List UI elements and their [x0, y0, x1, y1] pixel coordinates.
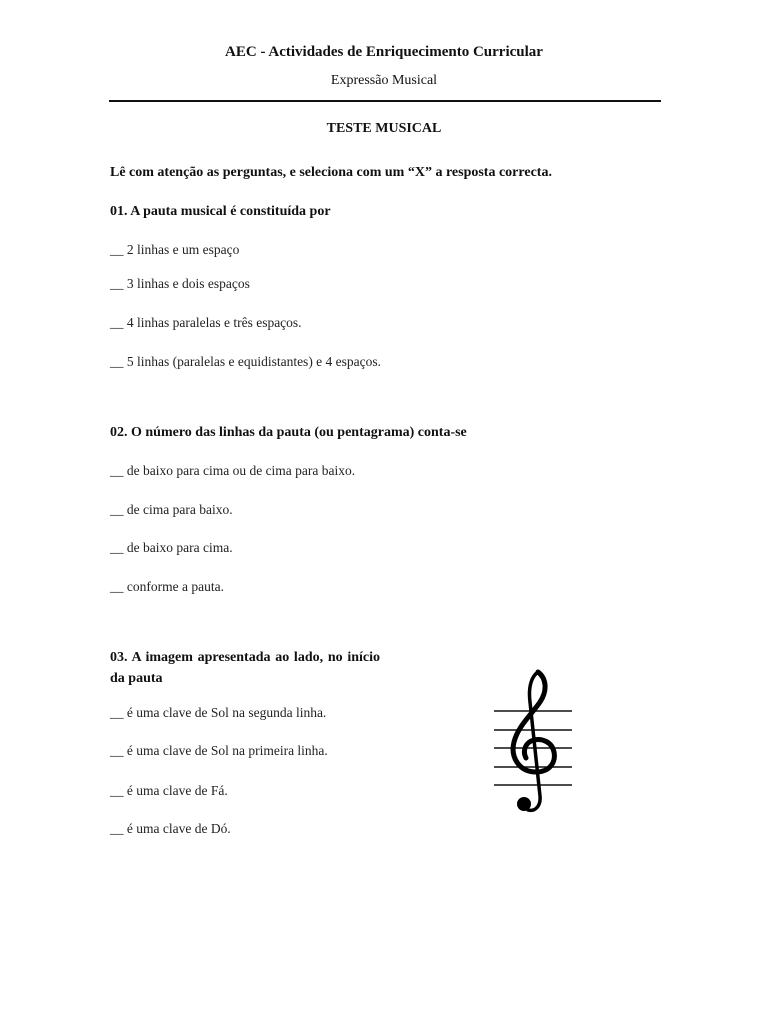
option-3-2: __ é uma clave de Sol na primeira linha.: [110, 743, 328, 758]
treble-clef-icon: [488, 668, 578, 818]
option-2-4: __ conforme a pauta.: [110, 579, 224, 594]
instructions: Lê com atenção as perguntas, e seleciona com um “X” a resposta correcta.: [110, 165, 552, 180]
option-3-1: __ é uma clave de Sol na segunda linha.: [110, 705, 327, 720]
option-1-2: __ 3 linhas e dois espaços: [110, 276, 250, 291]
test-title: TESTE MUSICAL: [326, 121, 442, 136]
header-subtitle: Expressão Musical: [330, 73, 438, 88]
option-3-4: __ é uma clave de Dó.: [110, 821, 231, 836]
header-divider: [109, 100, 661, 102]
header-title: AEC - Actividades de Enriquecimento Curricular: [225, 44, 543, 60]
option-3-3: __ é uma clave de Fá.: [110, 783, 228, 798]
option-2-1: __ de baixo para cima ou de cima para baixo.: [110, 463, 356, 478]
option-1-3: __ 4 linhas paralelas e três espaços.: [110, 315, 302, 330]
question-2: 02. O número das linhas da pauta (ou pentagrama) conta-se: [110, 425, 467, 440]
option-1-4: __ 5 linhas (paralelas e equidistantes) e 4 espaços.: [110, 354, 382, 369]
question-3: 03. A imagem apresentada ao lado, no início da pauta: [110, 650, 380, 686]
option-1-1: __ 2 linhas e um espaço: [110, 242, 240, 257]
question-1: 01. A pauta musical é constituída por: [110, 204, 331, 219]
option-2-3: __ de baixo para cima.: [110, 540, 233, 555]
option-2-2: __ de cima para baixo.: [110, 502, 233, 517]
